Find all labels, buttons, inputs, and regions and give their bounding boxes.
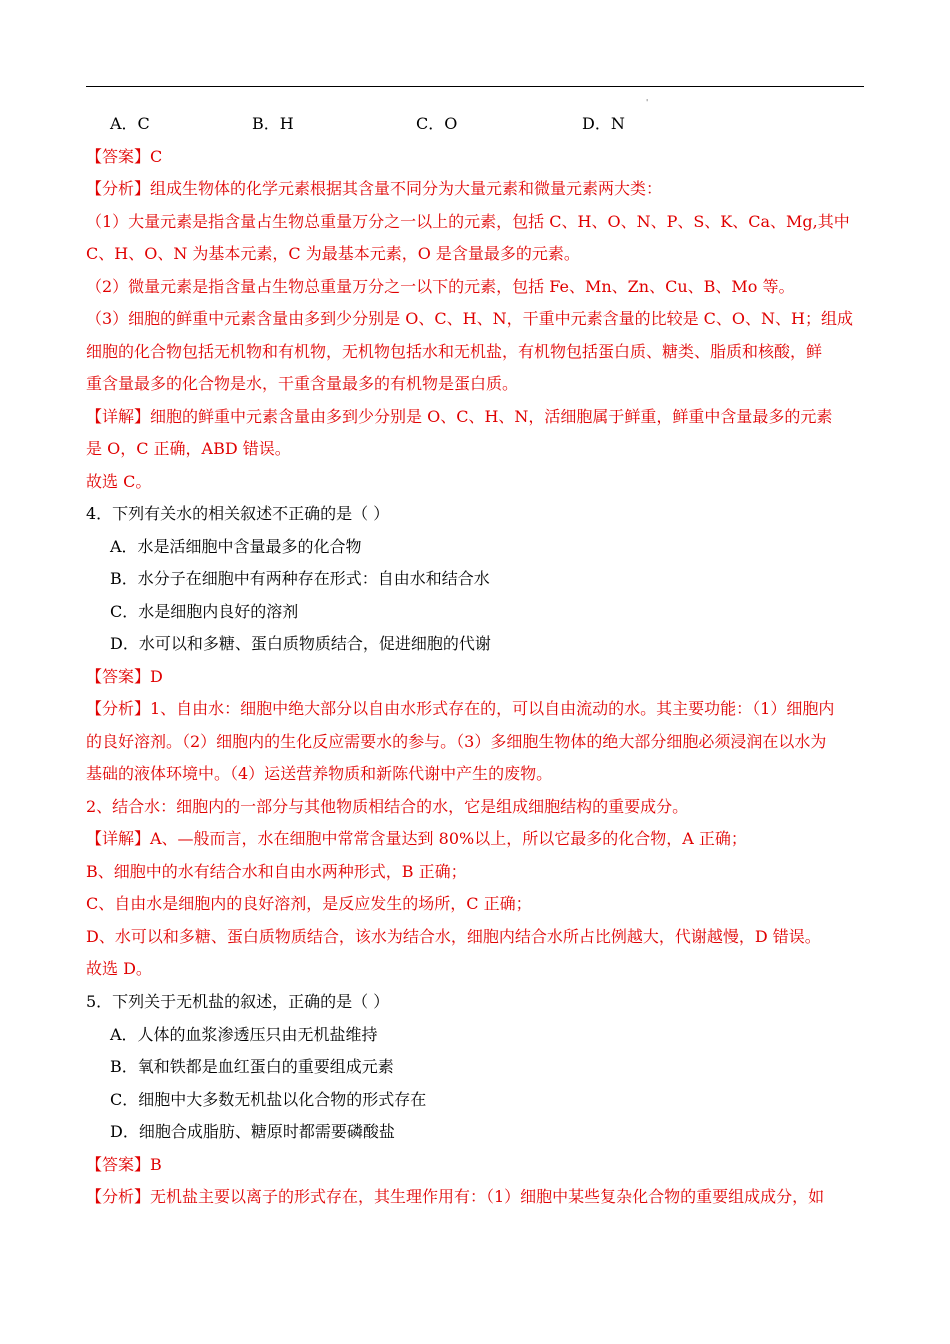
q3-detail-line: 【详解】细胞的鲜重中元素含量由多到少分别是 O、C、H、N，活细胞属于鲜重，鲜重中含量最多的元素	[86, 407, 833, 426]
q3-analysis-line: （1）大量元素是指含量占生物总重量万分之一以上的元素，包括 C、H、O、N、P、S、K、Ca、Mg,其中	[86, 212, 850, 231]
q4-detail-line: B、细胞中的水有结合水和自由水两种形式，B 正确；	[86, 862, 467, 881]
q3-option-a: A．C	[110, 114, 150, 133]
q3-option-d: D．N	[582, 114, 625, 133]
q3-analysis-line: （2）微量元素是指含量占生物总重量万分之一以下的元素，包括 Fe、Mn、Zn、Cu、B、Mo 等。	[86, 277, 795, 296]
q3-analysis-line: C、H、O、N 为基本元素，C 为最基本元素，O 是含量最多的元素。	[86, 244, 580, 263]
q3-analysis-line: （3）细胞的鲜重中元素含量由多到少分别是 O、C、H、N，干重中元素含量的比较是 C、O、N、H；组成	[86, 309, 853, 328]
header-tick: '	[646, 98, 649, 107]
q4-detail-line: C、自由水是细胞内的良好溶剂，是反应发生的场所，C 正确；	[86, 894, 532, 913]
q3-analysis-line: 【分析】组成生物体的化学元素根据其含量不同分为大量元素和微量元素两大类：	[86, 179, 663, 198]
q3-conclusion: 故选 C。	[86, 472, 152, 491]
q4-detail-line: D、水可以和多糖、蛋白质物质结合，该水为结合水，细胞内结合水所占比例越大，代谢越慢，D 错误。	[86, 927, 821, 946]
q4-option-a: A．水是活细胞中含量最多的化合物	[110, 537, 362, 556]
q5-option-b: B．氧和铁都是血红蛋白的重要组成元素	[110, 1057, 394, 1076]
q5-analysis-line: 【分析】无机盐主要以离子的形式存在，其生理作用有：（1）细胞中某些复杂化合物的重要组成成分，如	[86, 1187, 825, 1206]
q4-conclusion: 故选 D。	[86, 959, 152, 978]
q4-answer: 【答案】D	[86, 667, 163, 686]
q3-analysis-line: 重含量最多的化合物是水，干重含量最多的有机物是蛋白质。	[86, 374, 519, 393]
q5-option-d: D．细胞合成脂肪、糖原时都需要磷酸盐	[110, 1122, 395, 1141]
q3-option-b: B．H	[252, 114, 294, 133]
q5-option-a: A．人体的血浆渗透压只由无机盐维持	[110, 1025, 378, 1044]
q4-analysis-line: 【分析】1、自由水：细胞中绝大部分以自由水形式存在的，可以自由流动的水。其主要功能：（1）细胞内	[86, 699, 835, 718]
q4-analysis-line: 基础的液体环境中。（4）运送营养物质和新陈代谢中产生的废物。	[86, 764, 553, 783]
q4-option-d: D．水可以和多糖、蛋白质物质结合，促进细胞的代谢	[110, 634, 491, 653]
q4-analysis-line: 2、结合水：细胞内的一部分与其他物质相结合的水，它是组成细胞结构的重要成分。	[86, 797, 689, 816]
q3-detail-line: 是 O，C 正确，ABD 错误。	[86, 439, 291, 458]
q3-analysis-line: 细胞的化合物包括无机物和有机物，无机物包括水和无机盐，有机物包括蛋白质、糖类、脂质和核酸，鲜	[86, 342, 823, 361]
q4-detail-line: 【详解】A、—般而言，水在细胞中常常含量达到 80%以上，所以它最多的化合物，A 正确；	[86, 829, 747, 848]
q5-stem: 5．下列关于无机盐的叙述，正确的是（ ）	[86, 992, 390, 1011]
q3-option-c: C．O	[416, 114, 458, 133]
q4-analysis-line: 的良好溶剂。（2）细胞内的生化反应需要水的参与。（3）多细胞生物体的绝大部分细胞必须浸润在以水为	[86, 732, 827, 751]
header-rule	[86, 86, 864, 87]
q4-option-b: B．水分子在细胞中有两种存在形式：自由水和结合水	[110, 569, 490, 588]
q4-stem: 4．下列有关水的相关叙述不正确的是（ ）	[86, 504, 390, 523]
q5-answer: 【答案】B	[86, 1155, 162, 1174]
q4-option-c: C．水是细胞内良好的溶剂	[110, 602, 299, 621]
q3-answer: 【答案】C	[86, 147, 163, 166]
q5-option-c: C．细胞中大多数无机盐以化合物的形式存在	[110, 1090, 427, 1109]
